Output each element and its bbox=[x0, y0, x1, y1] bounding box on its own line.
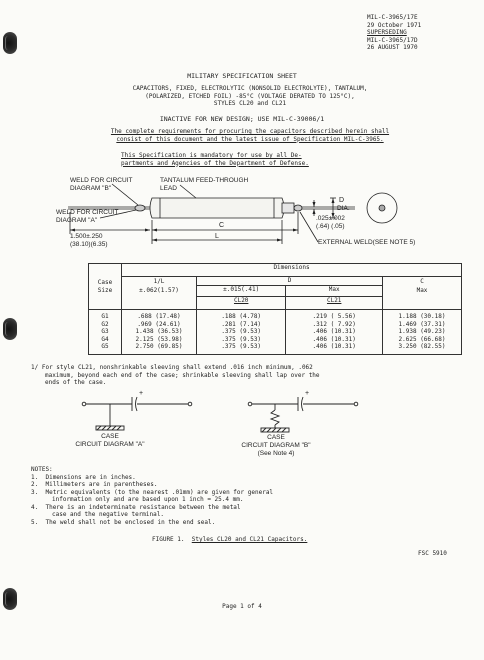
notes bbox=[31, 466, 273, 526]
footnote bbox=[31, 364, 320, 387]
cl20-header: CL20 bbox=[197, 297, 286, 310]
table-row-d21: .312 ( 7.92) bbox=[312, 320, 356, 328]
label-dim-c: C bbox=[219, 222, 225, 229]
table-row-l: .688 (17.48) bbox=[137, 313, 181, 320]
spec-date: 29 October 1971 bbox=[367, 21, 422, 29]
subject-line-1: CAPACITORS, FIXED, ELECTROLYTIC (NONSOLID ELECTROLYTE), TANTALUM, bbox=[132, 85, 368, 92]
table-row-d20: .188 (4.78) bbox=[221, 313, 262, 320]
note-item-continued: case and the negative terminal. bbox=[52, 511, 164, 518]
label-dim-l: L bbox=[215, 233, 219, 240]
note-item: 2. Millimeters are in parentheses. bbox=[31, 481, 158, 488]
notes-title: NOTES: bbox=[31, 466, 53, 473]
circuit-b-plus: + bbox=[305, 390, 310, 397]
label-weld-a: WELD FOR CIRCUIT DIAGRAM "A" bbox=[56, 209, 119, 224]
end-seal bbox=[282, 203, 294, 213]
punch-hole-top bbox=[3, 32, 17, 54]
case-size-header: Case Size bbox=[89, 264, 122, 310]
footnote-line-1: For style CL21, nonshrinkable sleeving shall extend .016 inch minimum, .062 bbox=[41, 364, 313, 371]
table-row-case: G1 bbox=[101, 313, 109, 320]
table-row-c: 2.625 (66.68) bbox=[398, 335, 446, 343]
circuit-b-resistor bbox=[271, 410, 279, 425]
circuit-a-plate-2 bbox=[136, 397, 138, 411]
d-cl21-column bbox=[286, 310, 383, 355]
table-row-d20: .281 (7.14) bbox=[221, 320, 262, 328]
d-max: Max bbox=[286, 286, 383, 297]
figure-caption bbox=[152, 536, 307, 544]
label-lead-length: 1.500±.250 (38.10)(6.35) bbox=[70, 233, 108, 248]
table-row-d21: .406 (10.31) bbox=[312, 335, 356, 343]
subject-line-2: (POLARIZED, ETCHED FOIL) -85°C (VOLTAGE DERATED TO 125°C), bbox=[145, 92, 355, 100]
table-row-case: G5 bbox=[101, 343, 109, 350]
table-row-case: G3 bbox=[101, 328, 109, 335]
fsc-code: FSC 5910 bbox=[418, 550, 447, 557]
case-column bbox=[89, 310, 122, 355]
sheet-title: MILITARY SPECIFICATION SHEET bbox=[187, 72, 297, 80]
note-item: 5. The weld shall not be enclosed in the end seal. bbox=[31, 518, 216, 526]
page-number: Page 1 of 4 bbox=[222, 603, 262, 610]
requirements-line-1: The complete requirements for procuring the capacitors described herein shall bbox=[110, 128, 390, 135]
superseding-label: SUPERSEDING bbox=[367, 29, 407, 36]
table-row-c: 1.188 (30.18) bbox=[398, 313, 446, 320]
note-item: 4. There is an indeterminate resistance between the metal bbox=[31, 503, 241, 511]
table-row-case: G2 bbox=[101, 320, 109, 328]
l-column bbox=[122, 310, 197, 355]
label-external-weld: EXTERNAL WELD(SEE NOTE 5) bbox=[318, 239, 416, 246]
cl21-header: CL21 bbox=[286, 297, 383, 310]
subject-line-3: STYLES CL20 and CL21 bbox=[213, 100, 287, 107]
footnote-line-2: maximum, beyond each end of the case; shrinkable sleeving shall lap over the bbox=[45, 371, 320, 379]
table-row-d20: .375 (9.53) bbox=[221, 328, 262, 335]
table-row-case: G4 bbox=[101, 335, 109, 343]
figure-label: FIGURE 1. bbox=[152, 536, 185, 543]
table-row-l: .969 (24.61) bbox=[137, 320, 181, 328]
mandatory-statement bbox=[121, 152, 309, 167]
weld-b-blob bbox=[135, 205, 145, 211]
external-weld-blob bbox=[294, 205, 302, 211]
d-cl20-column bbox=[197, 310, 286, 355]
dimensions-header: Dimensions bbox=[122, 264, 462, 277]
label-wire-dia: .025±.002 (.64) (.05) bbox=[316, 215, 345, 230]
l-header: 1/L ±.062(1.57) bbox=[122, 277, 197, 310]
note-item: 3. Metric equivalents (to the nearest .01mm) are given for general bbox=[31, 488, 274, 496]
table-row-d21: .406 (10.31) bbox=[312, 328, 356, 335]
d-header: D bbox=[197, 277, 383, 286]
requirements-statement bbox=[40, 128, 460, 143]
circuit-b-terminal-right bbox=[354, 402, 358, 406]
circuit-b-title: CIRCUIT DIAGRAM "B" bbox=[241, 442, 311, 449]
footnote-line-3: ends of the case. bbox=[45, 379, 107, 386]
circuit-b-plate-2 bbox=[302, 397, 304, 411]
label-dim-d: D bbox=[339, 197, 345, 204]
superseded-number: MIL-C-3965/17D bbox=[367, 36, 418, 44]
circuit-a-labels bbox=[60, 433, 160, 449]
superseded-date: 26 AUGUST 1970 bbox=[367, 44, 418, 51]
circuit-a-case-label: CASE bbox=[101, 433, 119, 440]
spec-header bbox=[367, 14, 421, 52]
circuit-a-terminal-right bbox=[188, 402, 192, 406]
circuit-a-title: CIRCUIT DIAGRAM "A" bbox=[75, 441, 145, 448]
note-item-continued: information only and are based upon 1 inch = 25.4 mm. bbox=[52, 496, 244, 503]
circuit-b-terminal-left bbox=[248, 402, 252, 406]
footnote-marker: 1/ bbox=[31, 364, 39, 371]
circuit-b-case-label: CASE bbox=[267, 434, 285, 441]
dimensions-table bbox=[88, 263, 462, 355]
note-item: 1. Dimensions are in inches. bbox=[31, 473, 136, 481]
table-row-c: 1.938 (49.23) bbox=[398, 328, 446, 335]
table-row-l: 2.125 (53.98) bbox=[135, 335, 183, 343]
circuit-a-plus: + bbox=[139, 390, 144, 397]
table-row-l: 1.438 (36.53) bbox=[135, 328, 183, 335]
label-weld-b: WELD FOR CIRCUIT DIAGRAM "B" bbox=[70, 177, 133, 192]
table-row-l: 2.750 (69.85) bbox=[135, 343, 183, 350]
circuit-a-terminal-left bbox=[82, 402, 86, 406]
subject-block bbox=[40, 85, 460, 108]
punch-hole-middle bbox=[3, 318, 17, 340]
table-row-d21: .219 ( 5.56) bbox=[312, 313, 356, 320]
circuit-b-see-note: (See Note 4) bbox=[257, 450, 295, 457]
circuit-b-labels bbox=[224, 434, 328, 458]
mandatory-line-2: partments and Agencies of the Department of Defense. bbox=[121, 159, 309, 167]
table-row-d20: .375 (9.53) bbox=[221, 335, 262, 343]
figure-text: Styles CL20 and CL21 Capacitors. bbox=[191, 536, 308, 543]
inactive-notice: INACTIVE FOR NEW DESIGN; USE MIL-C-39006/1 bbox=[159, 115, 325, 123]
spec-number: MIL-C-3965/17E bbox=[367, 14, 418, 21]
label-dia: DIA. bbox=[337, 205, 350, 212]
c-header: C Max bbox=[383, 277, 462, 310]
mandatory-line-1: This Specification is mandatory for use by all De- bbox=[121, 152, 302, 159]
d-tolerance: ±.015(.41) bbox=[197, 286, 286, 297]
requirements-line-2: consist of this document and the latest issue of Specification MIL-C-3965. bbox=[116, 135, 384, 143]
table-row-c: 3.250 (82.55) bbox=[398, 343, 446, 350]
table-row-d20: .375 (9.53) bbox=[221, 343, 262, 350]
c-column bbox=[383, 310, 462, 355]
table-row-c: 1.469 (37.31) bbox=[398, 320, 446, 328]
label-feedthrough-lead: TANTALUM FEED-THROUGH LEAD bbox=[160, 177, 249, 192]
capacitor-body bbox=[150, 198, 284, 218]
table-row-d21: .406 (10.31) bbox=[312, 343, 356, 350]
